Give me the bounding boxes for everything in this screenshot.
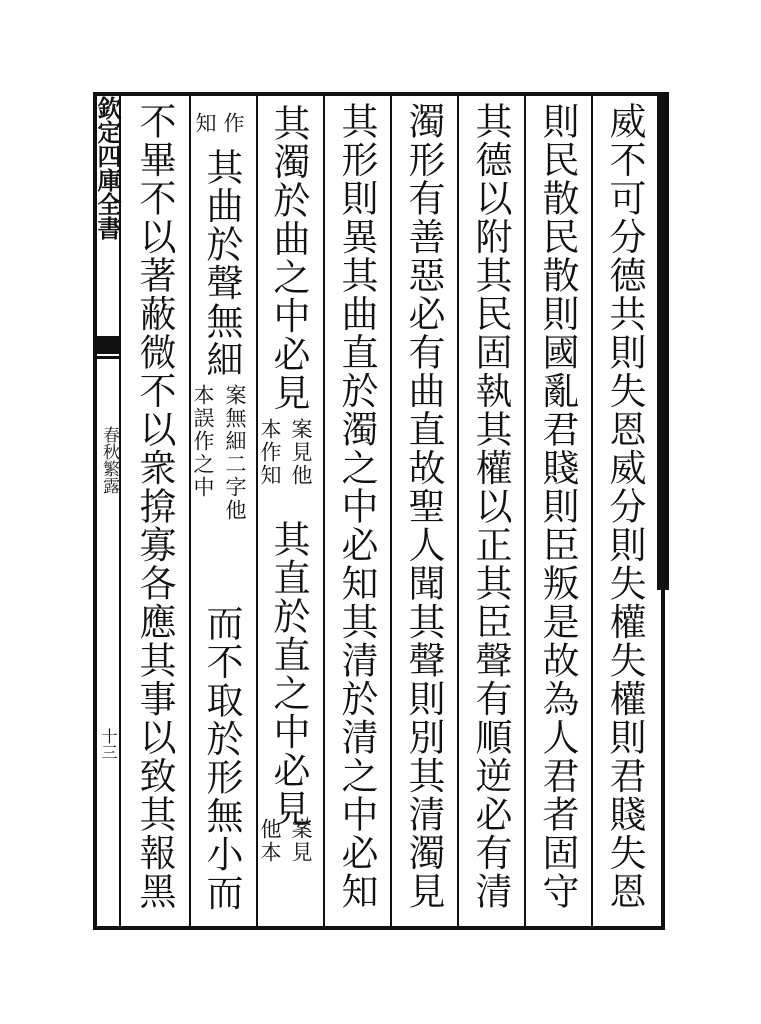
text-column-2: 則民散民散則國亂君賤則臣叛是故為人君者固守 [536,102,579,911]
annotation-note: 案見他 [289,418,313,487]
text-column-4: 濁形有善惡必有曲直故聖人聞其聲則別其清濁見 [402,102,445,911]
column-rule [524,96,526,926]
annotation-note: 他本 [258,818,282,864]
column-rule [189,96,191,926]
annotation-note: 案無細二字他 [223,384,247,522]
collection-title: 欽定四庫全書 [93,96,122,240]
page-number: 十三 [99,728,118,760]
column-rule [323,96,325,926]
text-column-5: 其形則異其曲直於濁之中必知其清於清之中必知 [335,102,378,911]
annotation-note: 本誤作之中 [191,384,215,499]
text-column-7b: 而不取於形無小而 [200,604,243,912]
column-rule [256,96,258,926]
text-column-8: 不畢不以著蔽微不以衆揜寡各應其事以致其報黑 [133,102,176,911]
annotation-note: 案見 [289,818,313,864]
frame-right-bar [657,92,669,590]
margin-strip [93,92,121,930]
fish-tail-marker [93,336,121,354]
text-column-3: 其德以附其民固執其權以正其臣聲有順逆必有清 [469,102,512,911]
book-name: 春秋繁露 [99,426,119,494]
annotation-note: 本作知 [258,418,282,487]
text-column-1: 威不可分德共則失恩威分則失權失權則君賤失恩 [603,102,646,911]
text-column-7a: 其曲於聲無細 [200,148,243,379]
page-frame [93,92,665,930]
text-column-6a: 其濁於曲之中必見 [267,104,310,412]
text-column-6b: 其直於直之中必見 [267,520,310,828]
annotation-note: 作 [221,112,245,135]
fish-tail-line [93,356,121,359]
column-rule [591,96,593,926]
column-rule [457,96,459,926]
annotation-note: 知 [193,112,217,135]
column-rule [390,96,392,926]
